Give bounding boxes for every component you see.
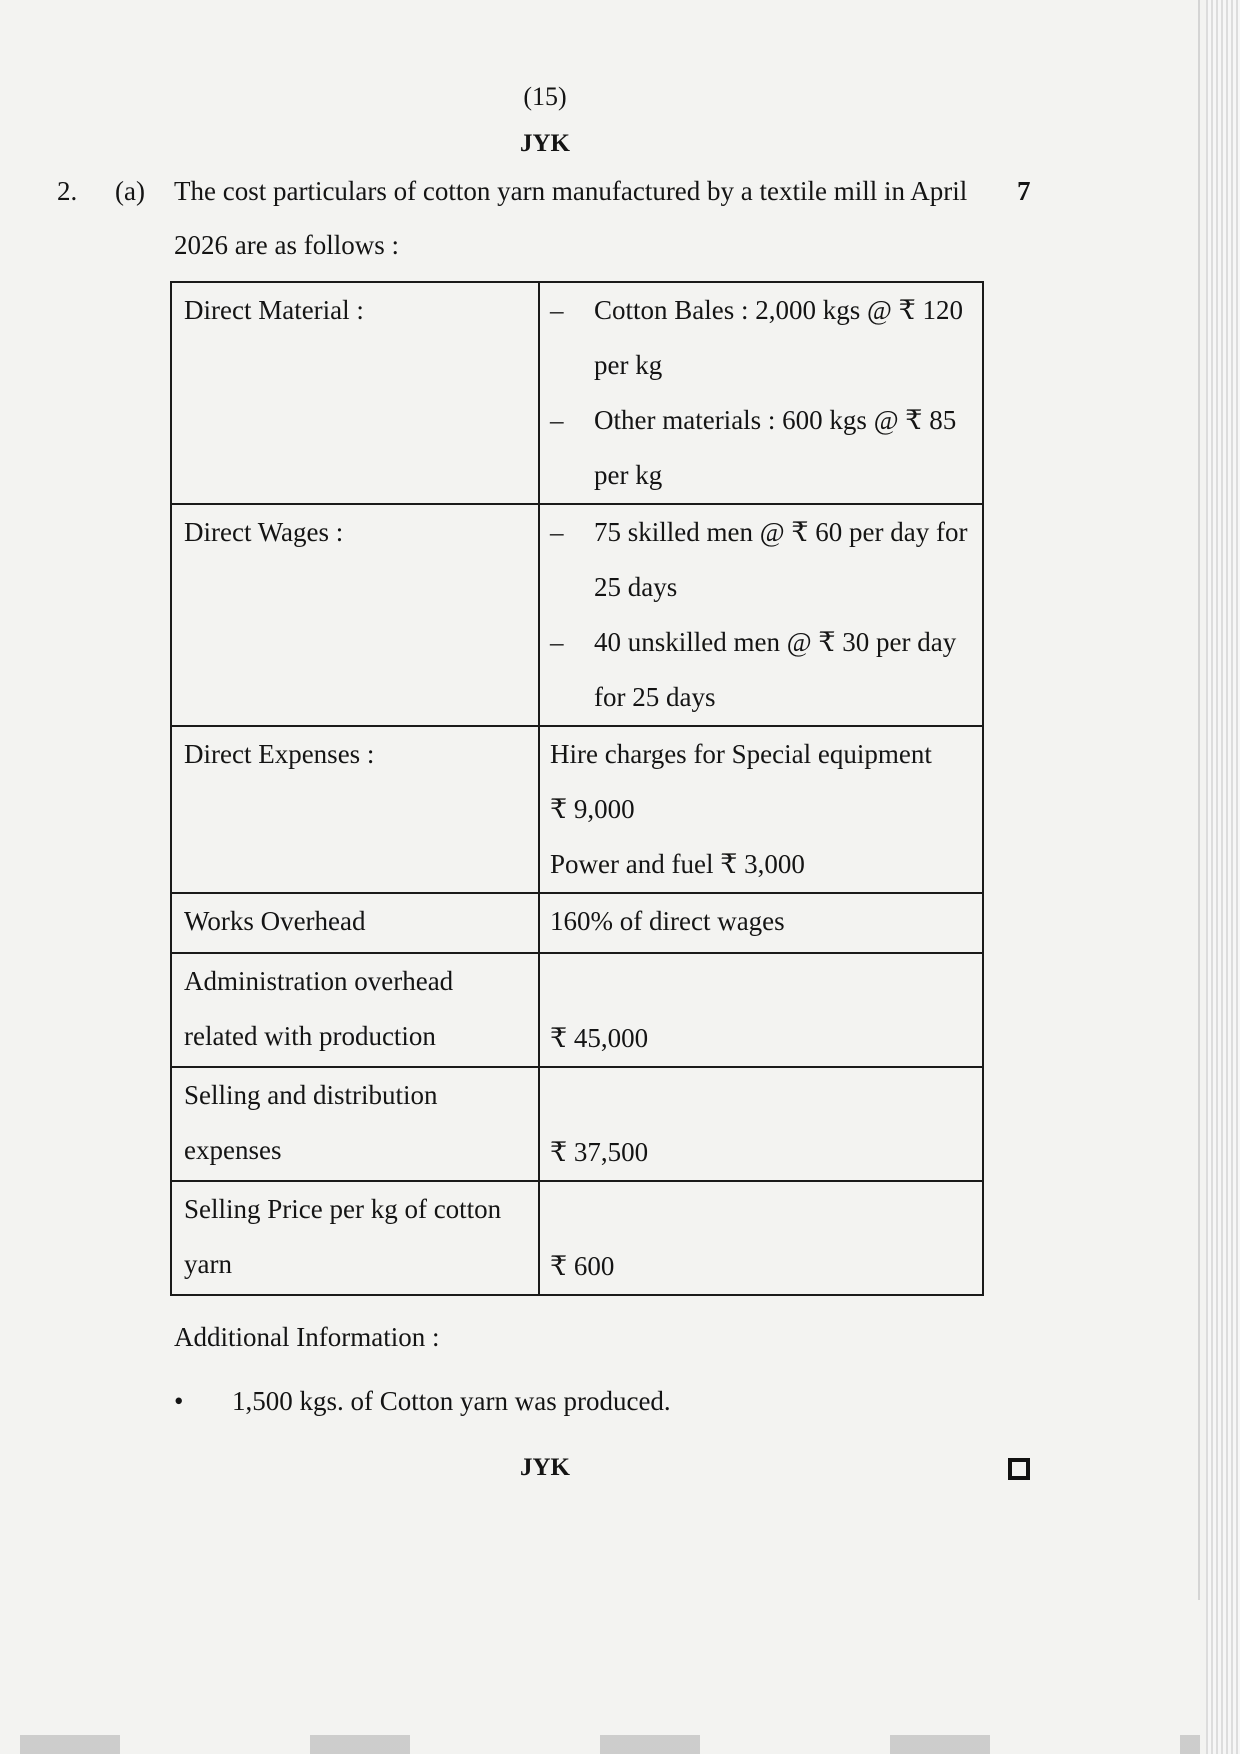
page-edge	[1206, 0, 1240, 1754]
row-value: ₹ 45,000	[539, 953, 983, 1067]
value-line: Other materials : 600 kgs @ ₹ 85	[594, 405, 957, 435]
question-text-line1: The cost particulars of cotton yarn manufactured by a textile mill in April	[174, 176, 968, 206]
list-item	[550, 393, 974, 503]
table-row-direct-wages	[171, 504, 983, 726]
row-value: ₹ 600	[539, 1181, 983, 1295]
question-number: 2.	[57, 176, 78, 206]
value-line: 40 unskilled men @ ₹ 30 per day	[594, 627, 957, 657]
footer-code: JYK	[520, 1454, 570, 1481]
row-label	[171, 1181, 539, 1295]
table-row-selling-distribution	[171, 1067, 983, 1181]
dash-marker: –	[550, 627, 564, 657]
row-label	[171, 282, 539, 504]
list-item	[550, 615, 974, 725]
table-row-selling-price	[171, 1181, 983, 1295]
question-text-line2: 2026 are as follows :	[174, 230, 399, 260]
additional-info-heading: Additional Information :	[174, 1322, 440, 1352]
row-label	[171, 504, 539, 726]
page-number: (15)	[523, 82, 567, 111]
table-row-works-overhead	[171, 893, 983, 953]
label-line: Direct Expenses :	[184, 739, 375, 769]
label-line: Direct Wages :	[184, 517, 344, 547]
question-part: (a)	[115, 176, 145, 206]
value-line: 75 skilled men @ ₹ 60 per day for	[594, 517, 968, 547]
question-marks: 7	[1017, 176, 1031, 206]
value-line: per kg	[594, 460, 663, 490]
value-line: for 25 days	[594, 682, 716, 712]
header-code: JYK	[520, 130, 570, 157]
list-item	[550, 283, 974, 393]
list-item	[174, 1386, 671, 1417]
table-row-administration-overhead	[171, 953, 983, 1067]
row-label	[171, 953, 539, 1067]
label-line: related with production	[184, 1021, 436, 1051]
scan-artifact-strip	[0, 1735, 1200, 1754]
label-line: Selling Price per kg of cotton	[184, 1194, 502, 1224]
value-line: Cotton Bales : 2,000 kgs @ ₹ 120	[594, 295, 964, 325]
label-line: yarn	[184, 1249, 232, 1279]
list-item	[550, 505, 974, 615]
row-value	[539, 504, 983, 726]
row-value	[539, 726, 983, 893]
value-line: per kg	[594, 350, 663, 380]
label-line: Works Overhead	[184, 906, 366, 936]
value-line: 25 days	[594, 572, 678, 602]
value-line: ₹ 9,000	[550, 794, 635, 824]
row-value: ₹ 37,500	[539, 1067, 983, 1181]
row-value	[539, 282, 983, 504]
dash-marker: –	[550, 295, 564, 325]
row-label	[171, 726, 539, 893]
label-line: expenses	[184, 1135, 282, 1165]
label-line: Administration overhead	[184, 966, 454, 996]
cost-particulars-table	[170, 281, 984, 1296]
dash-marker: –	[550, 517, 564, 547]
dash-marker: –	[550, 405, 564, 435]
table-row-direct-material	[171, 282, 983, 504]
row-label	[171, 893, 539, 953]
table-row-direct-expenses	[171, 726, 983, 893]
label-line: Direct Material :	[184, 295, 364, 325]
row-value	[539, 893, 983, 953]
value-line: 160% of direct wages	[550, 906, 785, 936]
row-label	[171, 1067, 539, 1181]
end-square-icon	[1008, 1458, 1030, 1480]
bullet-marker: •	[174, 1386, 184, 1416]
bullet-text: 1,500 kgs. of Cotton yarn was produced.	[232, 1386, 671, 1416]
label-line: Selling and distribution	[184, 1080, 438, 1110]
value-line: Hire charges for Special equipment	[550, 739, 932, 769]
page-edge-line	[1198, 0, 1200, 1600]
value-line: Power and fuel ₹ 3,000	[550, 849, 805, 879]
